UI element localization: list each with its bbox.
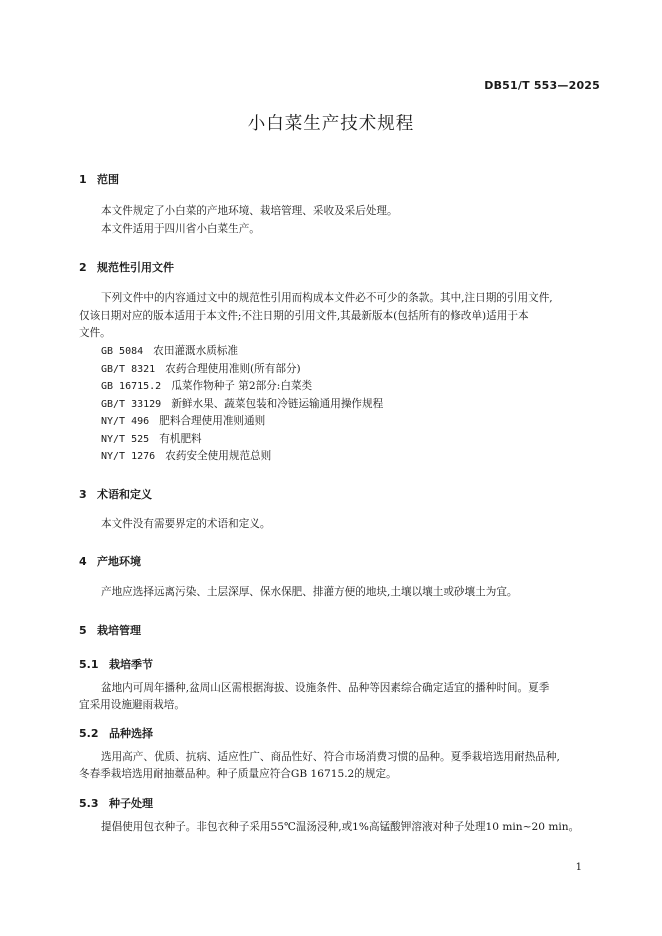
reference-item bbox=[101, 448, 271, 466]
section-heading-4 bbox=[79, 553, 141, 569]
reference-name: 新鲜水果、蔬菜包装和冷链运输通用操作规程 bbox=[171, 398, 384, 410]
reference-item bbox=[101, 361, 301, 379]
section-number: 3 bbox=[79, 488, 87, 501]
reference-code: NY/T 525 bbox=[101, 434, 150, 445]
paragraph-line: 选用高产、优质、抗病、适应性广、商品性好、符合市场消费习惯的品种。夏季栽培选用耐热品种, bbox=[101, 751, 560, 763]
document-code: DB51/T 553—2025 bbox=[484, 79, 600, 92]
reference-name: 农田灌溉水质标准 bbox=[153, 345, 239, 357]
section-heading-2 bbox=[79, 259, 174, 275]
paragraph-line: 产地应选择远离污染、土层深厚、保水保肥、排灌方便的地块,土壤以壤土或砂壤土为宜。 bbox=[101, 586, 518, 598]
paragraph-line: 仅该日期对应的版本适用于本文件;不注日期的引用文件,其最新版本(包括所有的修改单)适用于本 bbox=[79, 310, 529, 322]
reference-name: 肥料合理使用准则通则 bbox=[159, 415, 266, 427]
paragraph-line: 本文件适用于四川省小白菜生产。 bbox=[101, 223, 260, 235]
paragraph-line: 宜采用设施避雨栽培。 bbox=[79, 699, 185, 711]
reference-item bbox=[101, 431, 202, 449]
section-title: 术语和定义 bbox=[97, 488, 152, 501]
section-number: 1 bbox=[79, 173, 87, 186]
section-heading-1 bbox=[79, 171, 119, 187]
reference-name: 有机肥料 bbox=[159, 433, 202, 445]
section-number: 5.1 bbox=[79, 658, 99, 671]
reference-item bbox=[101, 396, 383, 414]
reference-code: GB/T 33129 bbox=[101, 399, 162, 410]
section-title: 栽培季节 bbox=[109, 658, 153, 671]
section-number: 5.2 bbox=[79, 727, 99, 740]
section-title: 栽培管理 bbox=[97, 624, 141, 637]
section-number: 4 bbox=[79, 555, 87, 568]
section-title: 种子处理 bbox=[109, 797, 153, 810]
reference-name: 农药安全使用规范总则 bbox=[165, 450, 272, 462]
page-title: 小白菜生产技术规程 bbox=[247, 114, 415, 134]
reference-name: 农药合理使用准则(所有部分) bbox=[165, 363, 301, 375]
section-number: 2 bbox=[79, 261, 87, 274]
reference-item bbox=[101, 413, 265, 431]
paragraph-line: 盆地内可周年播种,盆周山区需根据海拔、设施条件、品种等因素综合确定适宜的播种时间。夏季 bbox=[101, 682, 550, 694]
reference-name: 瓜菜作物种子 第2部分:白菜类 bbox=[171, 380, 313, 392]
reference-item bbox=[101, 343, 238, 361]
section-number: 5.3 bbox=[79, 797, 99, 810]
section-heading-3 bbox=[79, 486, 152, 502]
reference-code: GB 5084 bbox=[101, 346, 144, 357]
section-title: 规范性引用文件 bbox=[97, 261, 174, 274]
subsection-heading-5-3 bbox=[79, 795, 153, 811]
reference-code: GB 16715.2 bbox=[101, 381, 162, 392]
section-number: 5 bbox=[79, 624, 87, 637]
reference-code: NY/T 1276 bbox=[101, 451, 156, 462]
section-title: 范围 bbox=[97, 173, 119, 186]
reference-item bbox=[101, 378, 312, 396]
section-heading-5 bbox=[79, 622, 141, 638]
paragraph-line: 本文件规定了小白菜的产地环境、栽培管理、采收及采后处理。 bbox=[101, 205, 398, 217]
paragraph-line: 提倡使用包衣种子。非包衣种子采用55℃温汤浸种,或1%高锰酸钾溶液对种子处理10 min~20 min。 bbox=[101, 821, 580, 833]
section-title: 产地环境 bbox=[97, 555, 141, 568]
paragraph-line: 本文件没有需要界定的术语和定义。 bbox=[101, 518, 271, 530]
page-number: 1 bbox=[575, 862, 582, 873]
section-title: 品种选择 bbox=[109, 727, 153, 740]
paragraph-line: 冬春季栽培选用耐抽薹品种。种子质量应符合GB 16715.2的规定。 bbox=[79, 768, 397, 780]
reference-code: GB/T 8321 bbox=[101, 364, 156, 375]
paragraph-line: 下列文件中的内容通过文中的规范性引用而构成本文件必不可少的条款。其中,注日期的引用文件, bbox=[101, 292, 553, 304]
reference-code: NY/T 496 bbox=[101, 416, 150, 427]
subsection-heading-5-2 bbox=[79, 725, 153, 741]
subsection-heading-5-1 bbox=[79, 656, 153, 672]
paragraph-line: 文件。 bbox=[79, 327, 111, 339]
